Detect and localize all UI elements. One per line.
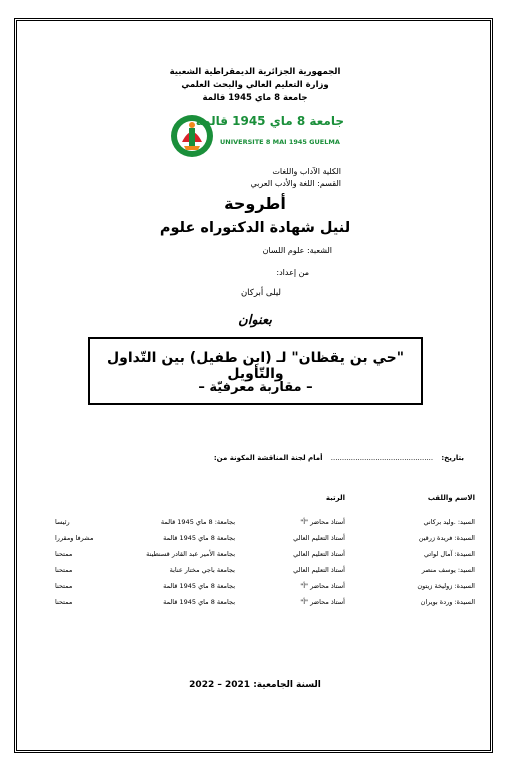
author-name: ليلى أبركان [240, 288, 281, 298]
name-column-header: الاسم واللقب [427, 494, 475, 502]
member-name: السيدة: آمال لواتي [423, 550, 475, 558]
branch-line: الشعبة: علوم اللسان [262, 246, 332, 255]
committee-row [40, 582, 480, 594]
member-name: السيدة: فريدة زرقين [418, 534, 475, 542]
academic-year: السنة الجامعية: 2021 – 2022 [189, 680, 321, 690]
rank-column-header: الرتبة [325, 494, 345, 502]
member-university: بجامعة: 8 ماي 1945 قالمة [160, 518, 235, 526]
member-rank: أستاذ محاضر "أ" [300, 518, 345, 526]
title-label: بعنوان [238, 313, 272, 328]
member-role: ممتحنا [55, 582, 73, 590]
member-role: رئيسا [55, 518, 70, 526]
thesis-type: أطروحة [224, 194, 286, 213]
committee-label: أمام لجنة المناقشة المكونة من: [213, 454, 323, 462]
committee-row [40, 550, 480, 562]
header-university: جامعة 8 ماي 1945 قالمة [202, 93, 308, 103]
member-university: بجامعة 8 ماي 1945 قالمة [163, 534, 235, 542]
defense-date-line [34, 454, 464, 462]
logo-arabic-text: جامعة 8 ماي 1945 قالمة [195, 114, 344, 128]
member-rank: أستاذ التعليم العالي [293, 566, 345, 574]
member-role: ممتحنا [55, 598, 73, 606]
header-ministry: وزارة التعليم العالي والبحث العلمي [181, 80, 329, 90]
member-university: بجامعة 8 ماي 1945 قالمة [163, 598, 235, 606]
thesis-subtitle: – مقاربة معرفيّة – [198, 380, 313, 395]
member-name: السيد: .وليد بركاني [423, 518, 475, 526]
member-role: ممتحنا [55, 550, 73, 558]
committee-row [40, 598, 480, 610]
date-label: بتاريخ: [441, 454, 464, 462]
degree-line: لنيل شهادة الدكتوراه علوم [159, 220, 351, 236]
member-name: السيدة: وردة بويران [420, 598, 475, 606]
committee-row [40, 566, 480, 578]
member-university: بجامعة الأمير عبد القادر قسنطينة [146, 550, 235, 558]
member-university: بجامعة باجي مختار عنابة [169, 566, 235, 574]
department-name: القسم: اللغة والأدب العربي [250, 179, 341, 188]
member-rank: أستاذ التعليم العالي [293, 534, 345, 542]
college-name: الكلية الآداب واللغات [272, 167, 341, 176]
member-role: ممتحنا [55, 566, 73, 574]
faculty-info [141, 166, 341, 190]
header [120, 66, 390, 105]
prepared-by-label: من إعداد: [276, 268, 309, 277]
logo-french-text: UNIVERSITE 8 MAI 1945 GUELMA [220, 138, 340, 146]
committee-row [40, 518, 480, 530]
member-name: السيد: يوسف منصر [421, 566, 475, 574]
member-role: مشرفا ومقررا [55, 534, 94, 542]
committee-row [40, 534, 480, 546]
header-republic: الجمهورية الجزائرية الديمقراطية الشعبية [169, 67, 341, 77]
member-rank: أستاذ محاضر "أ" [300, 582, 345, 590]
member-rank: أستاذ محاضر "أ" [300, 598, 345, 606]
date-dots: .............................................. [330, 454, 434, 462]
committee-header [40, 494, 480, 506]
member-university: بجامعة 8 ماي 1945 قالمة [163, 582, 235, 590]
university-logo [168, 112, 346, 160]
thesis-title: "حي بن يقظان" لـ (ابن طفيل) بين التّداول والتّأويل [106, 350, 405, 382]
member-name: السيدة: زوليخة زيتون [417, 582, 475, 590]
member-rank: أستاذ التعليم العالي [293, 550, 345, 558]
